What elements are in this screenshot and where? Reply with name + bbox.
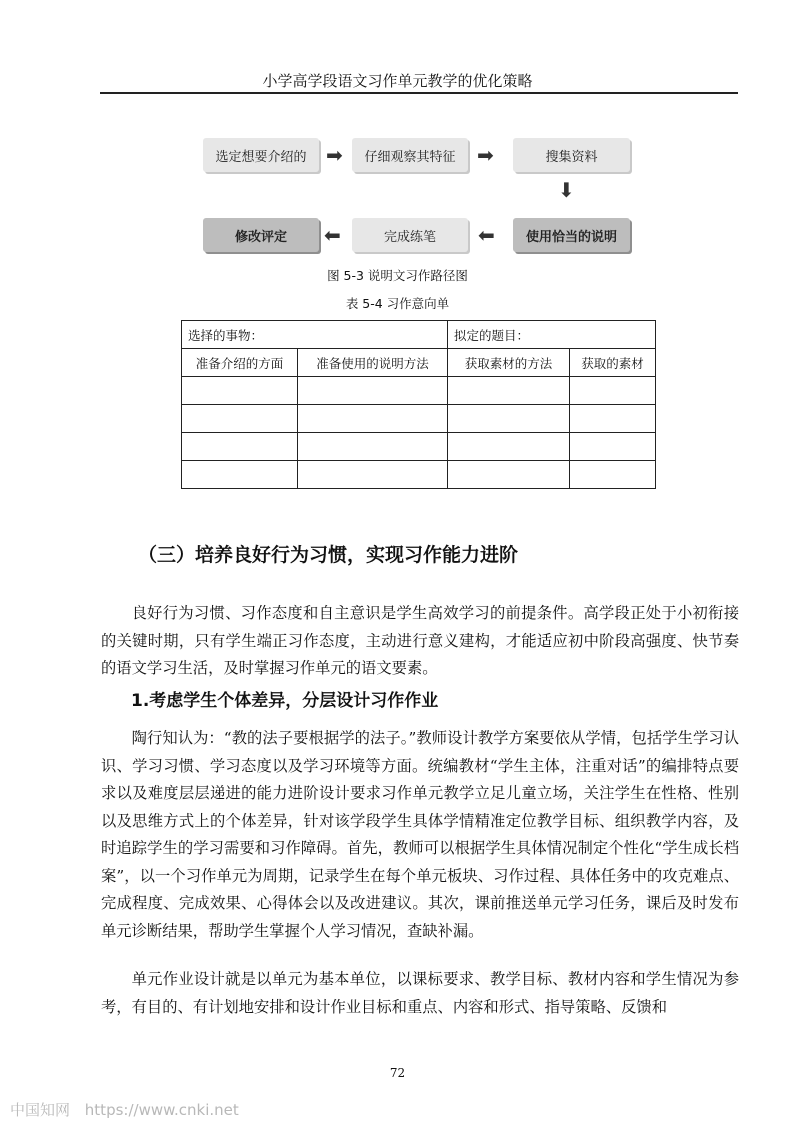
table-cell	[570, 405, 656, 433]
table-row	[182, 321, 656, 349]
table-row	[182, 377, 656, 405]
table-cell	[448, 461, 570, 489]
column-header: 准备使用的说明方法	[298, 349, 448, 377]
flow-step-select: 选定想要介绍的	[203, 138, 319, 172]
arrow-left-icon: ⬅	[324, 223, 341, 247]
selected-item-cell: 选择的事物：	[182, 321, 448, 349]
page-number: 72	[389, 1066, 406, 1080]
table-cell	[448, 377, 570, 405]
table-cell	[448, 405, 570, 433]
table-row	[182, 405, 656, 433]
paragraph-unit-homework: 单元作业设计就是以单元为基本单位，以课标要求、教学目标、教材内容和学生情况为参考，有目的、有计划地安排和设计作业目标和重点、内容和形式、指导策略、反馈和	[101, 970, 739, 1016]
table-cell	[298, 405, 448, 433]
table-header-row	[182, 349, 656, 377]
flow-step-collect: 搜集资料	[513, 138, 630, 172]
column-header: 准备介绍的方面	[182, 349, 298, 377]
table-cell	[570, 377, 656, 405]
paragraph-habits: 良好行为习惯、习作态度和自主意识是学生高效学习的前提条件。高学段正处于小初衔接的关键时期，只有学生端正习作态度，主动进行意义建构，才能适应初中阶段高强度、快节奏的语文学习生活，及时掌握习作单元的语文要素。	[101, 604, 739, 677]
running-header: 小学高学段语文习作单元教学的优化策略	[262, 72, 533, 90]
arrow-left-icon: ⬅	[478, 223, 495, 247]
table-caption: 表 5-4 习作意向单	[345, 296, 450, 311]
flow-step-observe: 仔细观察其特征	[352, 138, 468, 172]
figure-caption: 图 5-3 说明文习作路径图	[327, 268, 468, 283]
header-rule	[100, 92, 738, 94]
table-cell	[570, 461, 656, 489]
table-cell	[182, 433, 298, 461]
table-cell	[298, 461, 448, 489]
flow-step-revise: 修改评定	[203, 218, 319, 252]
arrow-right-icon: ➡	[326, 143, 343, 167]
table-cell	[298, 433, 448, 461]
arrow-down-icon: ⬇	[558, 178, 575, 202]
subsection-heading: 1.考虑学生个体差异，分层设计习作作业	[131, 691, 439, 711]
flow-step-practice: 完成练笔	[352, 218, 468, 252]
paragraph-individual-differences: 陶行知认为：“教的法子要根据学的法子。”教师设计教学方案要依从学情，包括学生学习认识、学习习惯、学习态度以及学习环境等方面。统编教材“学生主体，注重对话”的编排特点要求以及难度层层递进的能力进阶设计要求习作单元教学立足儿童立场，关注学生在性格、性别以及思维方式上的个体差异，针对该学段学生具体学情精准定位教学目标、组织教学内容，及时追踪学生的学习需要和习作障碍。首先，教师可以根据学生具体情况制定个性化“学生成长档案”，以一个习作单元为周期，记录学生在每个单元板块、习作过程、具体任务中的攻克难点、完成程度、完成效果、心得体会以及改进建议。其次，课前推送单元学习任务，课后及时发布单元诊断结果，帮助学生掌握个人学习情况，查缺补漏。	[101, 729, 739, 940]
intention-form-table	[181, 320, 656, 489]
table-cell	[182, 461, 298, 489]
proposed-title-cell: 拟定的题目：	[448, 321, 656, 349]
table-cell	[182, 377, 298, 405]
table-cell	[182, 405, 298, 433]
arrow-right-icon: ➡	[477, 143, 494, 167]
flow-step-explain: 使用恰当的说明	[513, 218, 630, 252]
cnki-watermark	[10, 1099, 249, 1120]
table-cell	[448, 433, 570, 461]
watermark-logo-text: 中国知网	[10, 1101, 71, 1119]
section-heading: （三）培养良好行为习惯，实现习作能力进阶	[138, 544, 519, 566]
table-row	[182, 461, 656, 489]
table-row	[182, 433, 656, 461]
table-cell	[570, 433, 656, 461]
watermark-url: https://www.cnki.net	[84, 1101, 239, 1119]
column-header: 获取的素材	[570, 349, 656, 377]
column-header: 获取素材的方法	[448, 349, 570, 377]
table-cell	[298, 377, 448, 405]
